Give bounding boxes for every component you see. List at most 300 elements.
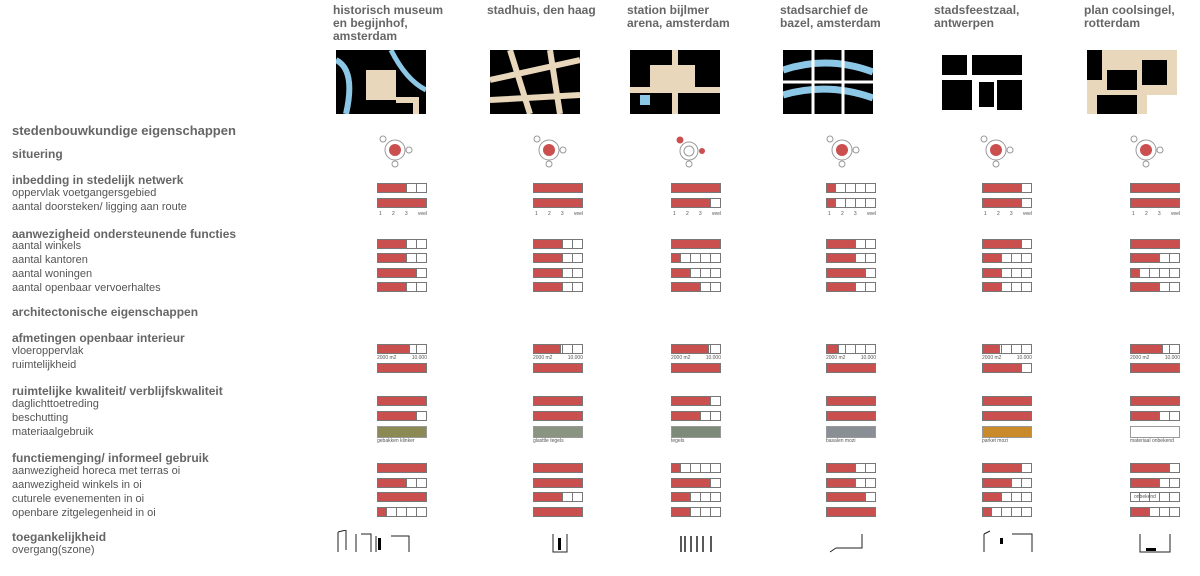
section-heading: inbedding in stedelijk netwerk [12,173,184,187]
row-label: overgang(szone) [12,544,95,556]
bar-segment [573,344,583,354]
bar-fill [1130,363,1180,373]
bar-fill [533,363,583,373]
score-bar [982,239,1032,249]
bar-segment [711,253,721,263]
bar-segment [701,253,711,263]
bar-segment [1170,344,1180,354]
floor-scale [826,355,876,361]
material-swatch [377,426,427,438]
tick-label: 2 [391,211,395,217]
score-bar [377,396,427,406]
score-bar [826,463,876,473]
scale-label: 10.000 [860,355,876,361]
score-bar [377,492,427,502]
scale-label: 10.000 [1164,355,1180,361]
bar-segment [856,478,866,488]
score-bar [1130,411,1180,421]
bar-segment [1150,268,1160,278]
bar-segment [573,282,583,292]
access-sketch [1130,530,1200,554]
bar-fill [377,344,410,354]
score-bar [671,478,721,488]
scale-ticks [535,211,583,217]
score-bar [671,463,721,473]
bar-fill [826,344,839,354]
bar-segment [866,268,876,278]
material-label: gebakken klinker [377,438,415,444]
bar-segment [1170,478,1180,488]
bar-segment [1012,507,1022,517]
bar-fill [1130,268,1140,278]
bar-segment [711,507,721,517]
row-label: aanwezigheid horeca met terras oi [12,465,181,477]
score-bar [671,492,721,502]
score-bar [982,396,1032,406]
bar-segment [563,253,573,263]
bar-segment [866,239,876,249]
bar-segment [1022,492,1032,502]
section-heading: stedenbouwkundige eigenschappen [12,123,236,138]
score-bar [826,183,876,193]
bar-segment [1170,411,1180,421]
bar-segment [1170,282,1180,292]
bar-segment [417,268,427,278]
score-bar [1130,282,1180,292]
bar-fill [982,344,1000,354]
score-bar [377,507,427,517]
row-label: vloeroppervlak [12,345,84,357]
bar-segment [701,411,711,421]
bar-fill [377,183,407,193]
bar-segment [563,492,573,502]
bar-segment [866,198,876,208]
bar-segment [711,463,721,473]
bar-segment [1022,282,1032,292]
score-bar [533,198,583,208]
scale-label: 2000 m2 [1130,355,1150,361]
bar-fill [377,198,427,208]
bar-segment [1160,507,1170,517]
bar-segment [1012,492,1022,502]
score-bar [826,239,876,249]
bar-segment [856,183,866,193]
bar-segment [856,282,866,292]
section-heading: afmetingen openbaar interieur [12,331,185,345]
scale-label: 2000 m2 [533,355,553,361]
score-bar [533,282,583,292]
bar-segment [417,478,427,488]
bar-fill [982,253,1002,263]
bar-fill [982,239,1022,249]
bar-fill [533,253,563,263]
tick-label: 1 [984,211,987,217]
score-bar [671,363,721,373]
bar-fill [982,268,1002,278]
column-title: plan coolsingel, rotterdam [1084,3,1175,30]
material-swatch [671,426,721,438]
bar-segment [711,411,721,421]
bar-fill [671,268,691,278]
bar-segment [866,463,876,473]
bar-fill [826,282,856,292]
score-bar [671,268,721,278]
bar-segment [1160,268,1170,278]
access-sketch [533,530,613,554]
bar-segment [407,507,417,517]
bar-fill [533,507,583,517]
scale-ticks [673,211,721,217]
row-label: ruimtelijkheid [12,359,77,371]
bar-segment [1022,198,1032,208]
score-bar [671,507,721,517]
bar-fill [826,253,856,263]
bar-fill [533,396,583,406]
score-bar [671,396,721,406]
bar-segment [1160,282,1170,292]
bar-fill [826,411,876,421]
row-label: cuturele evenementen in oi [12,493,145,505]
material-label: materiaal onbekend [1130,438,1174,444]
score-bar [826,268,876,278]
bar-segment [846,183,856,193]
scale-label: 2000 m2 [982,355,1002,361]
bar-fill [671,463,681,473]
score-bar [377,268,427,278]
bar-segment [1002,344,1012,354]
score-bar [1130,363,1180,373]
bar-segment [407,183,417,193]
score-bar [377,478,427,488]
material-label: parket mozi [982,438,1008,444]
material-swatch [826,426,876,438]
bar-segment [1002,492,1012,502]
bar-fill [377,463,427,473]
bar-segment [563,268,573,278]
bar-segment [1022,344,1032,354]
bar-segment [1022,478,1032,488]
bar-segment [563,282,573,292]
access-sketch [336,530,416,554]
bar-fill [671,198,711,208]
bar-fill [826,198,836,208]
bar-segment [856,198,866,208]
score-bar [533,344,583,354]
score-bar [826,478,876,488]
scale-ticks [828,211,876,217]
bar-fill [533,183,583,193]
tick-label: 1 [535,211,538,217]
bar-segment [563,239,573,249]
tick-label: 1 [379,211,382,217]
bar-segment [836,183,846,193]
bar-segment [856,463,866,473]
score-bar [1130,198,1180,208]
score-bar [982,282,1032,292]
score-bar [1130,183,1180,193]
bar-segment [387,507,397,517]
score-bar [377,183,427,193]
scale-label: 2000 m2 [826,355,846,361]
bar-fill [1130,411,1160,421]
bar-fill [377,411,417,421]
score-bar [1130,396,1180,406]
bar-segment [417,411,427,421]
material-label: glasttle tegels [533,438,564,444]
tick-label: veel [711,211,721,217]
column-title: stadsarchief de bazel, amsterdam [780,3,881,30]
column-title: stadsfeestzaal, antwerpen [934,3,1020,30]
bar-segment [691,463,701,473]
bar-segment [563,344,573,354]
score-bar [982,507,1032,517]
bar-segment [1160,478,1170,488]
bar-fill [1130,253,1160,263]
column-title: stadhuis, den haag [487,3,596,17]
tick-label: 3 [560,211,564,217]
bar-fill [377,492,427,502]
bar-segment [573,492,583,502]
bar-segment [1022,239,1032,249]
score-bar [1130,507,1180,517]
bar-fill [671,396,711,406]
bar-segment [1150,507,1160,517]
bar-segment [711,282,721,292]
bar-segment [691,253,701,263]
floor-scale [377,355,427,361]
bar-segment [1022,463,1032,473]
bar-fill [826,239,856,249]
bar-fill [982,183,1022,193]
bar-segment [1022,507,1032,517]
floor-scale [1130,355,1180,361]
bar-segment [573,268,583,278]
score-bar [982,492,1032,502]
row-label: aantal kantoren [12,254,88,266]
bar-segment [1140,268,1150,278]
tick-label: veel [573,211,583,217]
score-bar [826,363,876,373]
score-bar [533,507,583,517]
bar-segment [407,239,417,249]
tick-label: 3 [853,211,857,217]
tick-label: 1 [828,211,831,217]
score-bar [671,282,721,292]
floor-scale [671,355,721,361]
row-label: aantal openbaar vervoerhaltes [12,282,161,294]
scale-label: 2000 m2 [377,355,397,361]
bar-fill [671,492,691,502]
bar-fill [377,239,407,249]
bar-fill [671,507,691,517]
bar-fill [671,344,709,354]
bar-segment [1170,253,1180,263]
bar-segment [417,253,427,263]
bar-fill [533,492,563,502]
scale-label: 10.000 [411,355,427,361]
bar-segment [1012,282,1022,292]
scale-ticks [1132,211,1180,217]
bar-fill [533,478,583,488]
bar-fill [826,492,866,502]
score-bar [377,411,427,421]
bar-fill [982,198,1022,208]
bar-segment [1160,253,1170,263]
score-bar [1130,253,1180,263]
bar-segment [711,268,721,278]
scale-label: 10.000 [705,355,721,361]
site-map [783,50,873,114]
score-bar [671,239,721,249]
bar-fill [377,253,407,263]
bar-fill [1130,396,1180,406]
bar-segment [836,198,846,208]
access-sketch [982,530,1062,554]
bar-segment [866,478,876,488]
score-bar [533,396,583,406]
scale-ticks [379,211,427,217]
situering-icon [532,134,572,168]
row-label: aanwezigheid winkels in oi [12,479,142,491]
bar-fill [826,183,836,193]
score-bar [377,344,427,354]
bar-segment [856,344,866,354]
section-heading: functiemenging/ informeel gebruik [12,451,209,465]
bar-segment [573,253,583,263]
bar-segment [417,344,427,354]
section-heading: ruimtelijke kwaliteit/ verblijfskwaliteit [12,384,223,398]
situering-icon [825,134,865,168]
bar-segment [691,268,701,278]
bar-fill [826,268,866,278]
bar-fill [377,507,387,517]
tick-label: 3 [698,211,702,217]
scale-label: 10.000 [1016,355,1032,361]
bar-fill [982,396,1032,406]
score-bar [533,363,583,373]
bar-fill [982,363,1022,373]
tick-label: 2 [1144,211,1148,217]
bar-segment [417,239,427,249]
bar-segment [711,478,721,488]
score-bar [533,239,583,249]
bar-segment [407,282,417,292]
bar-fill [671,478,711,488]
bar-fill [982,507,992,517]
tick-label: 2 [996,211,1000,217]
score-bar [982,344,1032,354]
bar-segment [1002,253,1012,263]
bar-fill [377,363,427,373]
bar-segment [711,492,721,502]
bar-fill [1130,478,1160,488]
section-heading: aanwezigheid ondersteunende functies [12,227,237,241]
bar-fill [533,463,583,473]
material-swatch [982,426,1032,438]
tick-label: 3 [404,211,408,217]
score-bar [982,198,1032,208]
bar-fill [982,463,1022,473]
bar-fill [671,183,721,193]
score-bar [826,198,876,208]
bar-segment [1170,268,1180,278]
bar-fill [826,478,856,488]
site-map [1087,50,1177,114]
material-swatch [533,426,583,438]
column-title: historisch museum en begijnhof, amsterdam [333,3,444,43]
bar-fill [377,282,407,292]
bar-fill [377,478,407,488]
bar-segment [1002,507,1012,517]
bar-segment [1012,344,1022,354]
score-bar [982,268,1032,278]
floor-scale [982,355,1032,361]
situering-icon [1129,134,1169,168]
bar-segment [417,183,427,193]
score-bar [826,253,876,263]
bar-fill [982,282,1002,292]
scale-ticks [984,211,1032,217]
score-bar [982,363,1032,373]
score-bar [826,344,876,354]
score-bar [377,198,427,208]
site-map [336,50,426,114]
tick-label: veel [866,211,876,217]
score-bar [982,463,1032,473]
site-map [490,50,580,114]
row-label: beschutting [12,412,69,424]
tick-label: veel [1022,211,1032,217]
tick-label: 2 [547,211,551,217]
score-bar [533,183,583,193]
bar-fill [671,363,721,373]
material-label: basalen mozi [826,438,856,444]
bar-fill [533,282,563,292]
bar-segment [407,253,417,263]
bar-segment [1160,411,1170,421]
bar-segment [1170,463,1180,473]
bar-segment [1170,507,1180,517]
bar-fill [982,411,1032,421]
bar-fill [1130,282,1160,292]
score-bar [377,282,427,292]
score-bar [1130,463,1180,473]
row-label: aantal doorsteken/ ligging aan route [12,201,187,213]
bar-fill [533,198,583,208]
score-bar [1130,268,1180,278]
bar-fill [826,507,876,517]
score-bar [826,411,876,421]
bar-segment [711,198,721,208]
bar-segment [866,183,876,193]
bar-fill [982,478,1012,488]
bar-segment [681,253,691,263]
row-label: daglichttoetreding [12,398,99,410]
bar-segment [711,344,721,354]
bar-segment [417,282,427,292]
tick-label: veel [1170,211,1180,217]
score-bar [982,478,1032,488]
bar-fill [671,411,701,421]
situering-icon [378,134,418,168]
row-label: materiaalgebruik [12,426,94,438]
bar-segment [1002,268,1012,278]
bar-segment [701,268,711,278]
bar-fill [377,268,417,278]
column-title: station bijlmer arena, amsterdam [627,3,730,30]
score-bar [533,268,583,278]
bar-segment [866,282,876,292]
